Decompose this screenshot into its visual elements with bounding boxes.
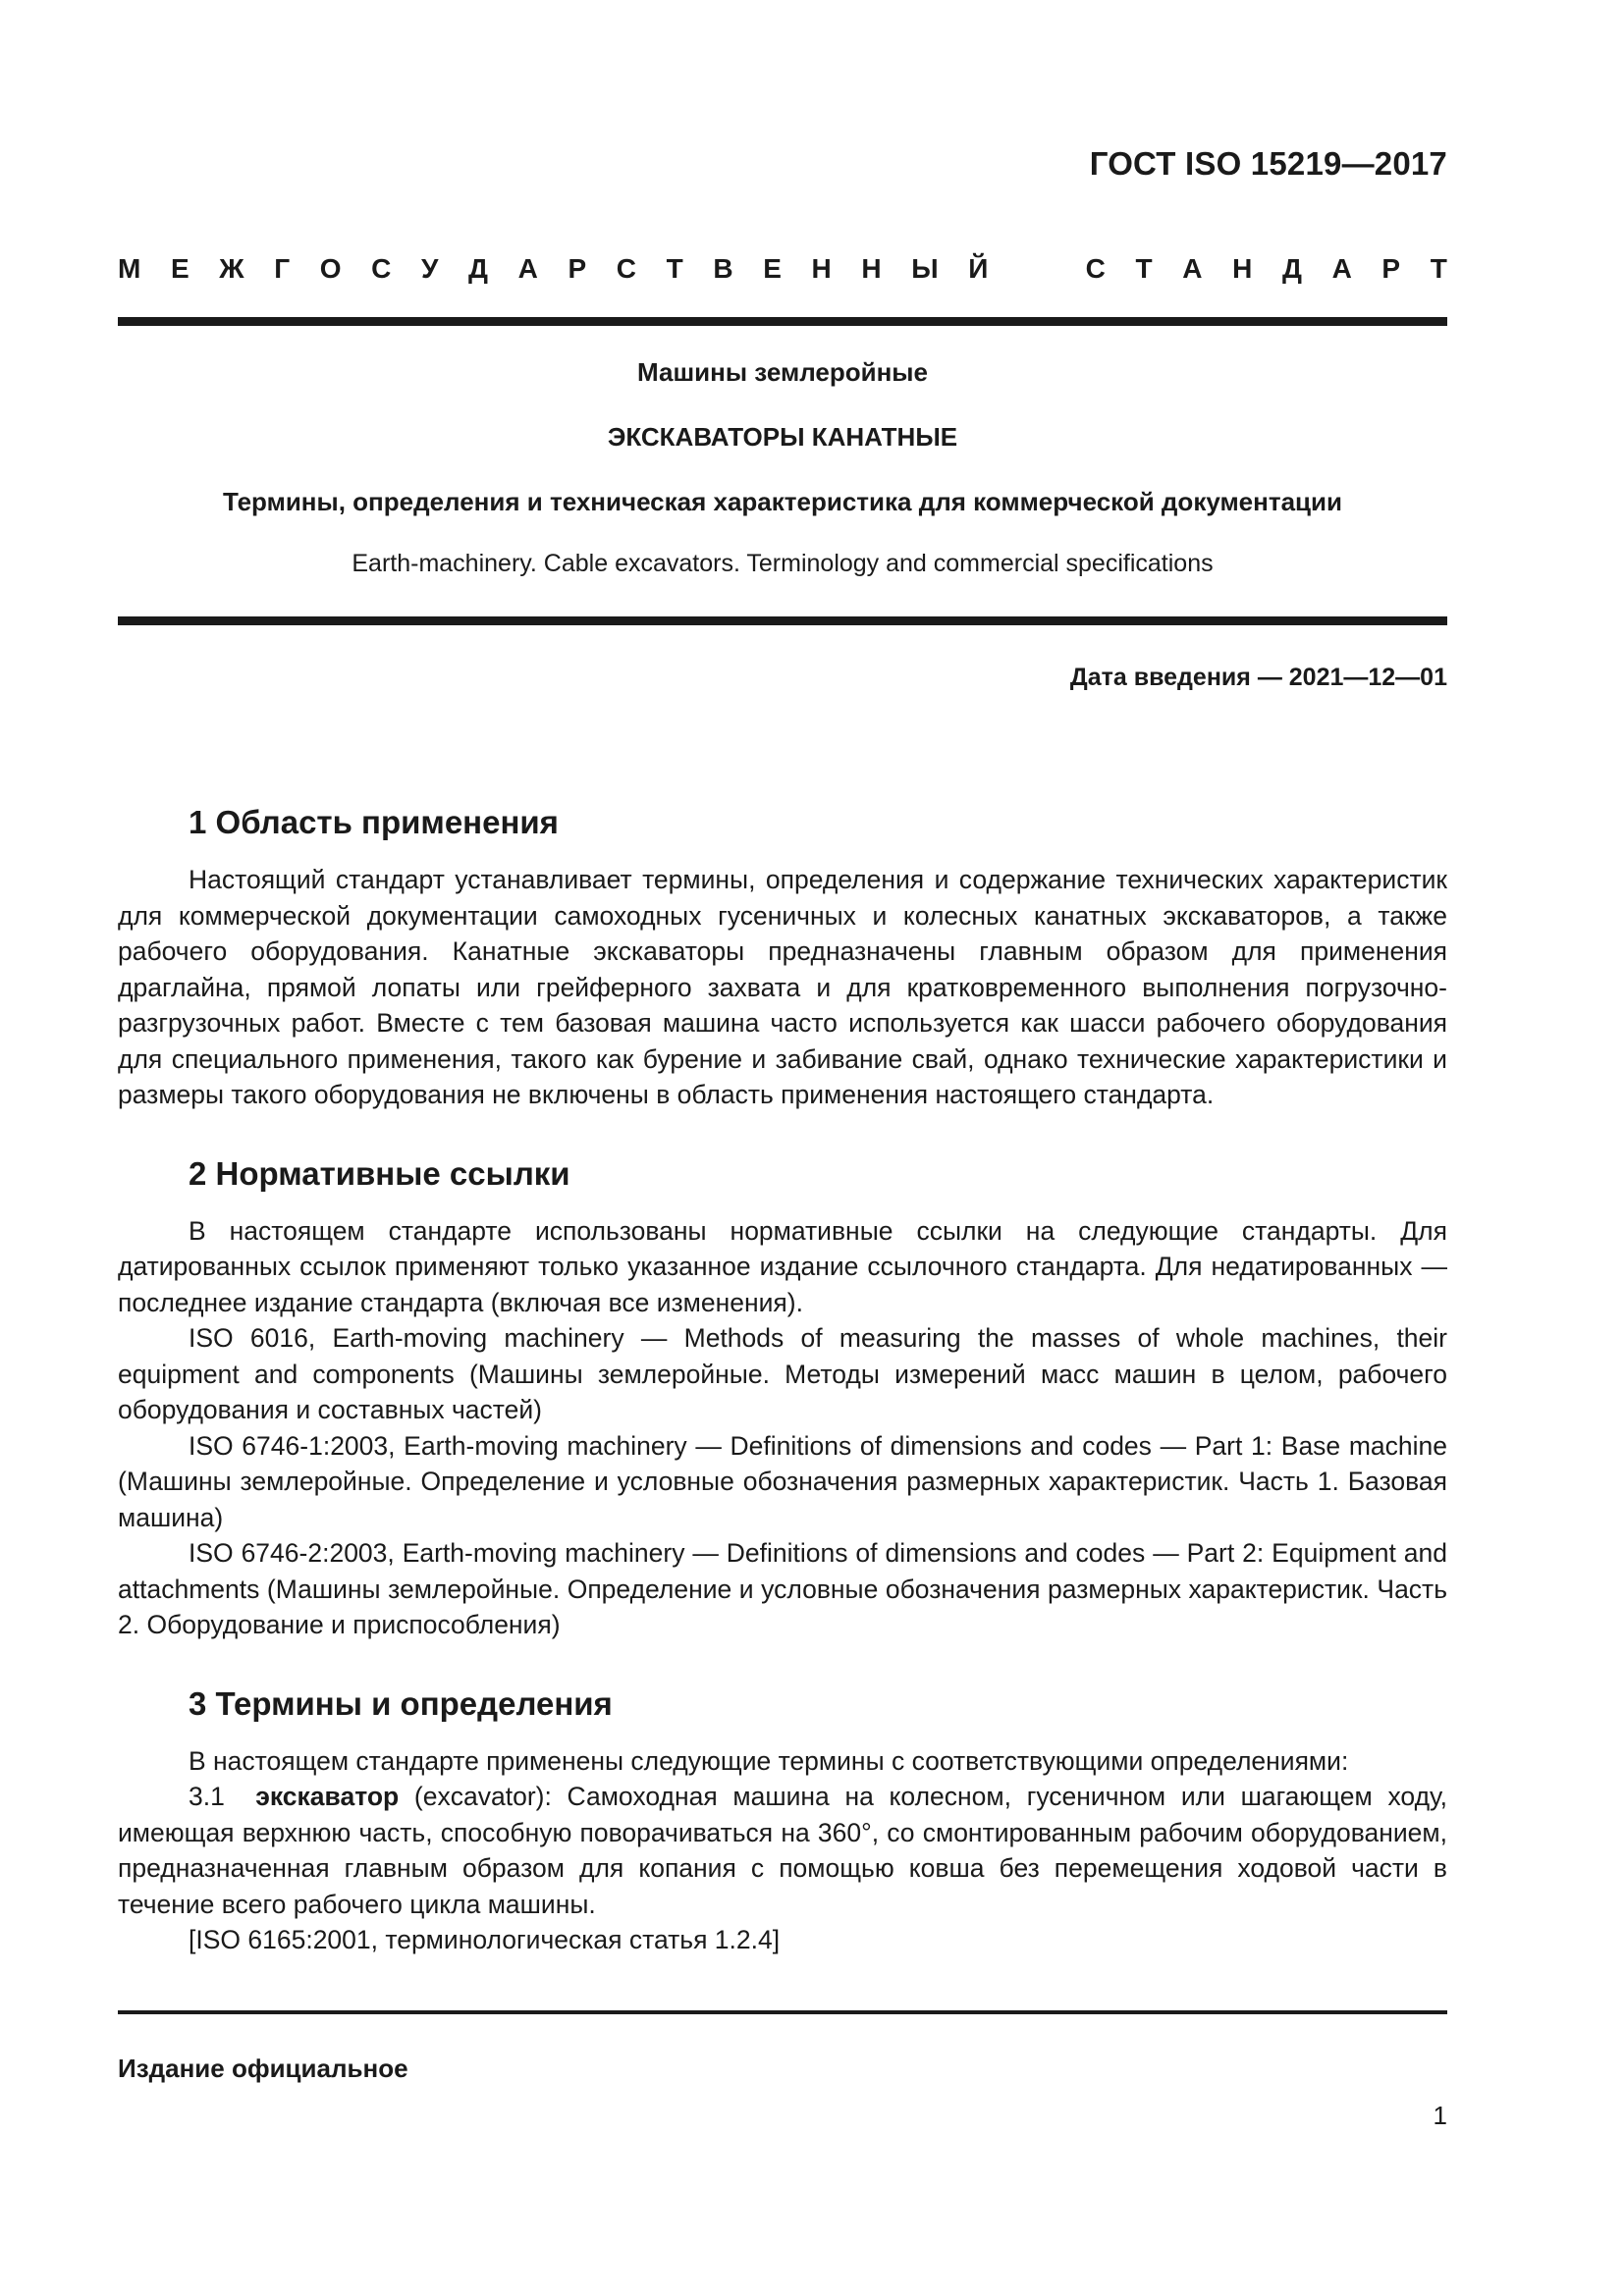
reference-item: ISO 6746-1:2003, Earth-moving machinery — Definitions of dimensions and codes — Part 1: Base machine (Машины землеройные. Определение и условные обозначения размерных характеристик. Часть 1. Базовая машина): [118, 1430, 1447, 1532]
section-terms: [118, 1684, 1447, 1958]
section-heading: 1 Область применения: [189, 804, 559, 840]
letter: Т: [1135, 253, 1153, 284]
letter: Й: [968, 253, 989, 284]
letter: С: [371, 253, 392, 284]
term-number: 3.1: [189, 1782, 225, 1811]
letter: Ж: [219, 253, 244, 284]
reference-item: ISO 6016, Earth-moving machinery — Methods of measuring the masses of whole machines, their equipment and components (Машины землеройные. Методы измерений масс машин в целом, рабочего оборудования и составных частей): [118, 1323, 1447, 1424]
title-line-1: Машины землеройные: [637, 357, 928, 387]
letter: С: [1085, 253, 1106, 284]
letter: Т: [666, 253, 683, 284]
letter: О: [319, 253, 342, 284]
paragraph: В настоящем стандарте применены следующие термины с соответствующими определениями:: [189, 1745, 1349, 1776]
letter: Н: [861, 253, 882, 284]
paragraph: В настоящем стандарте использованы нормативные ссылки на следующие стандарты. Для датированных ссылок применяют только указанное издание ссылочного стандарта. Для недатированных — последнее издание стандарта (включая все изменения).: [118, 1215, 1447, 1317]
letter: М: [118, 253, 141, 284]
letter: В: [713, 253, 733, 284]
section-normative-references: [118, 1154, 1447, 1643]
paragraph: Настоящий стандарт устанавливает термины, определения и содержание технических характеристик для коммерческой документации самоходных гусеничных и колесных канатных экскаваторов, а также рабочего оборудования. Канатные экскаваторы предназначены главным образом для применения драглайна, прямой лопаты или грейферного захвата и для кратковременного выполнения погрузочно-разгрузочных работ. Вместе с тем базовая машина часто используется как шасси рабочего оборудования для специального применения, такого как бурение и забивание свай, однако технические характеристики и размеры такого оборудования не включены в область применения настоящего стандарта.: [118, 865, 1447, 1109]
section-heading: 2 Нормативные ссылки: [189, 1154, 570, 1192]
letter: Р: [568, 253, 587, 284]
letter: Д: [1281, 253, 1302, 284]
letter: Н: [811, 253, 832, 284]
term-name: экскаватор: [255, 1782, 400, 1811]
section-heading: 3 Термины и определения: [189, 1684, 613, 1722]
document-code: ГОСТ ISO 15219—2017: [1089, 145, 1447, 182]
reference-item: ISO 6746-2:2003, Earth-moving machinery — Definitions of dimensions and codes — Part 2: Equipment and attachments (Машины землеройные. Определение и условные обозначения размерных характеристик. Часть 2. Оборудование и приспособления): [118, 1538, 1447, 1639]
letter: Р: [1381, 253, 1401, 284]
header-divider: [118, 317, 1447, 326]
footer-divider: [118, 2010, 1447, 2014]
title-english: Earth-machinery. Cable excavators. Terminology and commercial specifications: [352, 550, 1214, 577]
letter: А: [517, 253, 538, 284]
letter: Т: [1430, 253, 1447, 284]
title-divider: [118, 616, 1447, 625]
title-line-2: ЭКСКАВАТОРЫ КАНАТНЫЕ: [607, 422, 958, 452]
title-line-3: Термины, определения и техническая характеристика для коммерческой документации: [223, 487, 1342, 516]
section-scope: [118, 803, 1447, 1113]
letter: Г: [274, 253, 291, 284]
introduction-date: Дата введения — 2021—12—01: [1069, 664, 1447, 691]
standard-type-heading: [118, 253, 1447, 285]
letter: Н: [1232, 253, 1253, 284]
term-source: [ISO 6165:2001, терминологическая статья 1.2.4]: [189, 1925, 781, 1954]
official-edition-label: Издание официальное: [118, 2054, 408, 2083]
term-entry: [118, 1779, 1447, 1922]
word-gap: [1018, 253, 1056, 285]
letter: Е: [763, 253, 782, 284]
page-number: 1: [1433, 2101, 1447, 2130]
document-body: [118, 803, 1447, 2000]
letter: С: [616, 253, 636, 284]
letter: А: [1331, 253, 1352, 284]
letter: Е: [170, 253, 189, 284]
letter: А: [1182, 253, 1203, 284]
letter: У: [420, 253, 439, 284]
term-definition: (excavator): Самоходная машина на колесном, гусеничном или шагающем ходу, имеющая верхнюю часть, способную поворачиваться на 360°, со смонтированным рабочим оборудованием, предназначенная главным образом для копания с помощью ковша без перемещения ходовой части в течение всего рабочего цикла машины.: [118, 1782, 1447, 1919]
letter: Д: [468, 253, 488, 284]
letter: Ы: [911, 253, 939, 284]
